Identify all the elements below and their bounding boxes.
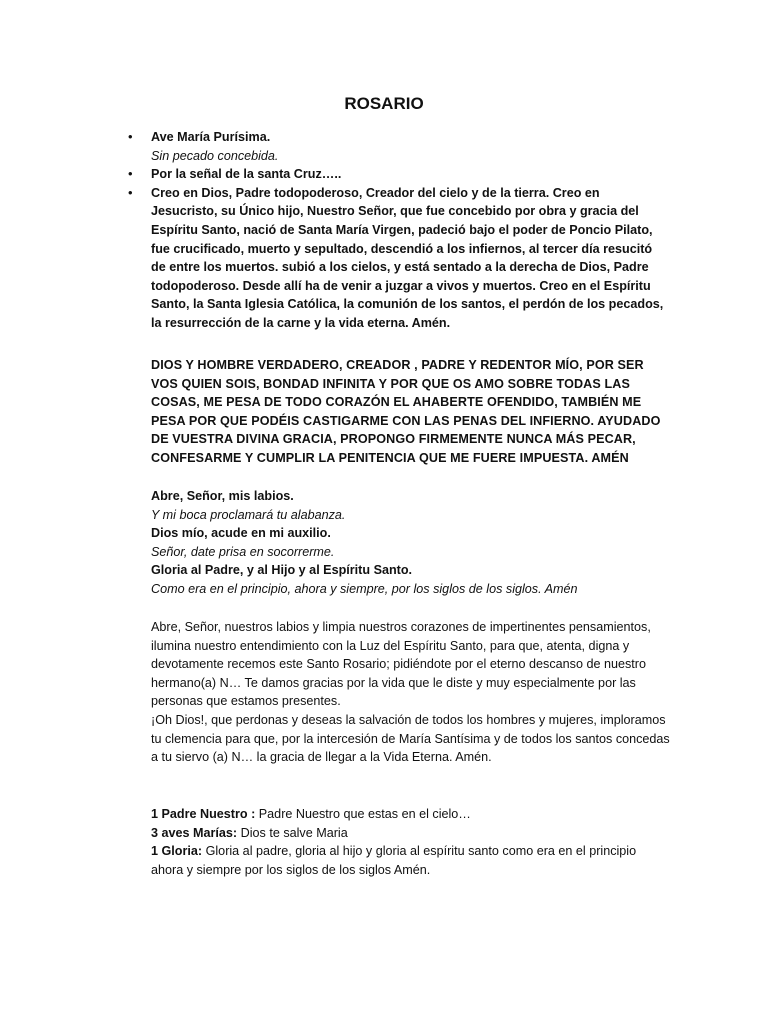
act-of-contrition [151,356,671,468]
prayer-line: • Por la señal de la santa Cruz….. [151,167,342,182]
decade-text: Gloria al padre, gloria al hijo y gloria al espíritu santo como era en el principio ahora y siempre por los siglos de los siglos Amén. [151,844,637,877]
list-item [128,128,668,165]
response: Como era en el principio, ahora y siempre, por los siglos de los siglos. Amén [151,581,578,596]
prayer-line: • Ave María Purísima. [151,130,271,144]
prayer-response: Sin pecado concebida. [151,148,279,163]
act-of-contrition-text: DIOS Y HOMBRE VERDADERO, CREADOR , PADRE Y REDENTOR MÍO, POR SER VOS QUIEN SOIS, BONDAD INFINITA Y POR QUE OS AMO SOBRE TODAS LAS COSAS, ME PESA DE TODO CORAZÓN EL AHABERTE OFENDIDO, TAMBIÉN ME PESA POR QUE PODÉIS CASTIGARME CON LAS PENAS DEL INFIERNO. AYUDADO DE VUESTRA DIVINA GRACIA, PROPONGO FIRMEMENTE NUNCA MÁS PECAR, CONFESARME Y CUMPLIR LA PENITENCIA QUE ME FUERE IMPUESTA. AMÉN [151,358,661,465]
opening-prayers [151,618,671,767]
versicle: Abre, Señor, mis labios. [151,489,294,503]
list-item [128,184,668,333]
decade-line [151,824,671,843]
decade-line [151,842,671,879]
response: Y mi boca proclamará tu alabanza. [151,507,346,522]
creed-text: • Creo en Dios, Padre todopoderoso, Creador del cielo y de la tierra. Creo en Jesucristo, su Único hijo, Nuestro Señor, que fue concebido por obra y gracia del Espíritu Santo, nació de Santa María Virgen, padeció bajo el poder de Poncio Pilato, fue crucificado, muerto y sepultado, descendió a los infiernos, al tercer día resucitó de entre los muertos. subió a los cielos, y está sentado a la derecha de Dios, Padre todopoderoso. Desde allí ha de venir a juzgar a vivos y muertos. Creo en el Espíritu Santo, la Santa Iglesia Católica, la comunión de los santos, el perdón de los pecados, la resurrección de la carne y la vida eterna. Amén. [151,185,664,330]
versicle: Dios mío, acude en mi auxilio. [151,526,331,541]
decade-text: Padre Nuestro que estas en el cielo… [255,807,471,821]
decade-label: 3 aves Marías: [151,825,238,840]
decade-label: 1 Padre Nuestro : [151,807,256,821]
decade-line [151,805,671,824]
page-title: ROSARIO [344,94,424,113]
response: Señor, date prisa en socorrerme. [151,544,335,559]
decade-label: 1 Gloria: [151,844,203,859]
closing-prayer: ¡Oh Dios!, que perdonas y deseas la salvación de todos los hombres y mujeres, imploramos tu clemencia para que, por la intercesión de María Santísima y de todos los santos concedas a tu siervo (a) N… la gracia de llegar a la Vida Eterna. Amén. [151,712,670,765]
decade-text: Dios te salve Maria [237,825,348,840]
opening-prayer: Abre, Señor, nuestros labios y limpia nuestros corazones de impertinentes pensamientos, ilumina nuestro entendimiento con la Luz del Espíritu Santo, para que, atenta, digna y devotamente recemos este Santo Rosario; pidiéndote por el eterno descanso de nuestro hermano(a) N… Te damos gracias por la vida que le diste y muy especialmente por las personas que estamos presentes. [151,620,651,709]
decade-instructions [151,805,671,879]
versicle: Gloria al Padre, y al Hijo y al Espíritu Santo. [151,563,413,578]
list-item [128,165,668,184]
versicles [151,487,671,599]
bullet-list [128,128,668,333]
